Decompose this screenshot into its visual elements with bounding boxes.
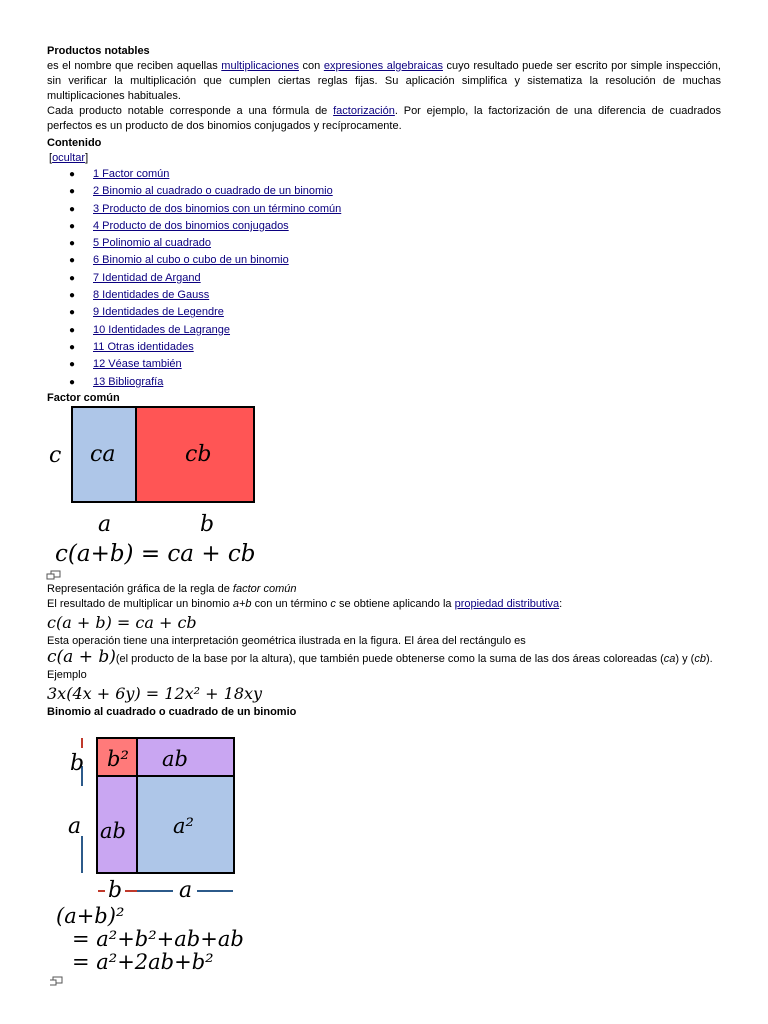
- text: ca: [663, 652, 676, 665]
- binomio-formula-line-3: = a²+2ab+b²: [72, 949, 214, 974]
- section-heading-factor-comun: Factor común: [47, 391, 120, 404]
- binomio-figure: [50, 726, 290, 988]
- math-area: c(a + b): [47, 646, 116, 667]
- text: se obtiene aplicando la: [335, 597, 455, 610]
- toc-link[interactable]: 1 Factor común: [93, 168, 170, 180]
- toc-hide-link[interactable]: ocultar: [52, 152, 86, 164]
- text: con: [298, 60, 324, 72]
- text: con un término: [251, 597, 331, 610]
- label-b2: b²: [107, 746, 129, 771]
- binomio-formula-line-1: (a+b)²: [56, 903, 125, 928]
- toc-link[interactable]: 10 Identidades de Lagrange: [93, 323, 231, 336]
- bullet-icon: ●: [69, 186, 76, 198]
- toc-link[interactable]: 13 Bibliografía: [93, 375, 164, 388]
- text: Cada producto notable corresponde a una fórmula de: [47, 105, 334, 117]
- text: ]: [85, 152, 89, 164]
- bullet-icon: ●: [69, 203, 76, 215]
- formula-factor-comun: c(a+b) = ca + cb: [55, 540, 256, 567]
- label-ab-left: ab: [100, 818, 126, 843]
- bullet-icon: ●: [69, 272, 76, 284]
- magnify-icon[interactable]: [47, 571, 60, 579]
- magnify-icon[interactable]: [50, 977, 62, 985]
- toc-link[interactable]: 2 Binomio al cuadrado o cuadrado de un binomio: [93, 185, 333, 198]
- bullet-icon: ●: [69, 238, 76, 250]
- figure-caption: [47, 582, 721, 597]
- factor-comun-text-1: [47, 597, 721, 612]
- toc-item: [47, 356, 721, 373]
- factor-comun-text-3: [47, 646, 721, 668]
- toc-item: [47, 166, 721, 183]
- text: ) y (: [675, 652, 695, 665]
- bullet-icon: ●: [69, 359, 76, 371]
- label-b: b: [200, 511, 215, 537]
- toc-item: [47, 252, 721, 269]
- toc-list: [47, 166, 721, 391]
- link-expresiones-algebraicas[interactable]: expresiones algebraicas: [323, 60, 443, 72]
- article: [47, 44, 721, 988]
- toc-item: [47, 235, 721, 252]
- text: ).: [705, 652, 713, 665]
- toc-item: [47, 201, 721, 218]
- toc-item: [47, 218, 721, 235]
- label-a: a: [98, 511, 112, 537]
- link-propiedad-distributiva[interactable]: propiedad distributiva: [454, 597, 560, 610]
- toc-link[interactable]: 4 Producto de dos binomios conjugados: [93, 219, 289, 232]
- factor-comun-figure: [45, 406, 285, 582]
- label-a2: a²: [173, 813, 194, 838]
- intro-paragraph-1: [47, 59, 721, 104]
- text: [: [49, 152, 53, 164]
- label-c: c: [49, 442, 62, 468]
- toc-link[interactable]: 3 Producto de dos binomios con un término común: [93, 202, 342, 215]
- text: factor común: [232, 582, 297, 595]
- link-factorizacion[interactable]: factorización: [333, 105, 395, 117]
- toc-item: [47, 287, 721, 304]
- binomio-formula-line-2: = a²+b²+ab+ab: [72, 926, 244, 951]
- bullet-icon: ●: [69, 307, 76, 319]
- toc-item: [47, 339, 721, 356]
- toc-link[interactable]: 9 Identidades de Legendre: [93, 306, 224, 319]
- link-multiplicaciones[interactable]: multiplicaciones: [221, 60, 299, 72]
- toc-item: [47, 270, 721, 287]
- text: :: [559, 597, 563, 610]
- text: (el producto de la base por la altura), que también puede obtenerse como la suma de las dos áreas coloreadas (: [115, 652, 664, 665]
- math-example: 3x(4x + 6y) = 12x² + 18xy: [47, 683, 263, 703]
- toc-link[interactable]: 12 Véase también: [93, 358, 182, 371]
- text: Representación gráfica de la regla de: [47, 582, 233, 595]
- label-a-bottom: a: [179, 877, 193, 903]
- bullet-icon: ●: [69, 341, 76, 353]
- text: El resultado de multiplicar un binomio: [47, 597, 233, 610]
- text: cb: [694, 652, 706, 665]
- label-b-side: b: [70, 750, 85, 776]
- label-b-bottom: b: [108, 877, 123, 903]
- label-a-side: a: [68, 813, 82, 839]
- factor-comun-text-2: Esta operación tiene una interpretación geométrica ilustrada en la figura. El área del rectángulo es: [47, 634, 526, 647]
- toc-item: [47, 322, 721, 339]
- toc-link[interactable]: 5 Polinomio al cuadrado: [93, 237, 212, 250]
- label-cb: cb: [185, 441, 212, 467]
- text: es el nombre que reciben aquellas: [47, 60, 222, 72]
- label-ca: ca: [90, 441, 116, 467]
- toc-item: [47, 374, 721, 391]
- toc-link[interactable]: 8 Identidades de Gauss: [93, 289, 210, 302]
- label-ab-top: ab: [162, 746, 188, 771]
- toc-link[interactable]: 11 Otras identidades: [93, 340, 194, 353]
- bullet-icon: ●: [69, 255, 76, 267]
- text: . Por ejemplo, la factorización de una diferencia de cuadrados perfectos es un producto de dos binomios conjugados y recíprocamente.: [47, 105, 721, 132]
- toc-link[interactable]: 6 Binomio al cubo o cubo de un binomio: [93, 254, 289, 267]
- math-distributive: c(a + b) = ca + cb: [47, 612, 197, 632]
- bullet-icon: ●: [69, 290, 76, 302]
- bullet-icon: ●: [69, 220, 76, 232]
- text: c: [330, 597, 336, 610]
- intro-paragraph-2: [47, 104, 721, 134]
- text: a+b: [232, 597, 252, 610]
- page-title: Productos notables: [47, 45, 150, 57]
- text: cuyo resultado puede ser escrito por simple inspección, sin verificar la multiplicación que cumplen ciertas reglas fijas. Su aplicación simplifica y sistematiza la resolución de muchas multiplicaciones habituales.: [47, 60, 721, 102]
- toc-item: [47, 304, 721, 321]
- bullet-icon: ●: [69, 376, 76, 388]
- toc-link[interactable]: 7 Identidad de Argand: [93, 271, 201, 284]
- section-heading-binomio: Binomio al cuadrado o cuadrado de un binomio: [47, 705, 297, 718]
- bullet-icon: ●: [69, 324, 76, 336]
- example-label: Ejemplo: [47, 668, 87, 681]
- toc-heading: Contenido: [47, 137, 102, 149]
- bullet-icon: ●: [69, 169, 76, 180]
- toc-toggle: [47, 151, 721, 166]
- toc-item: [47, 183, 721, 200]
